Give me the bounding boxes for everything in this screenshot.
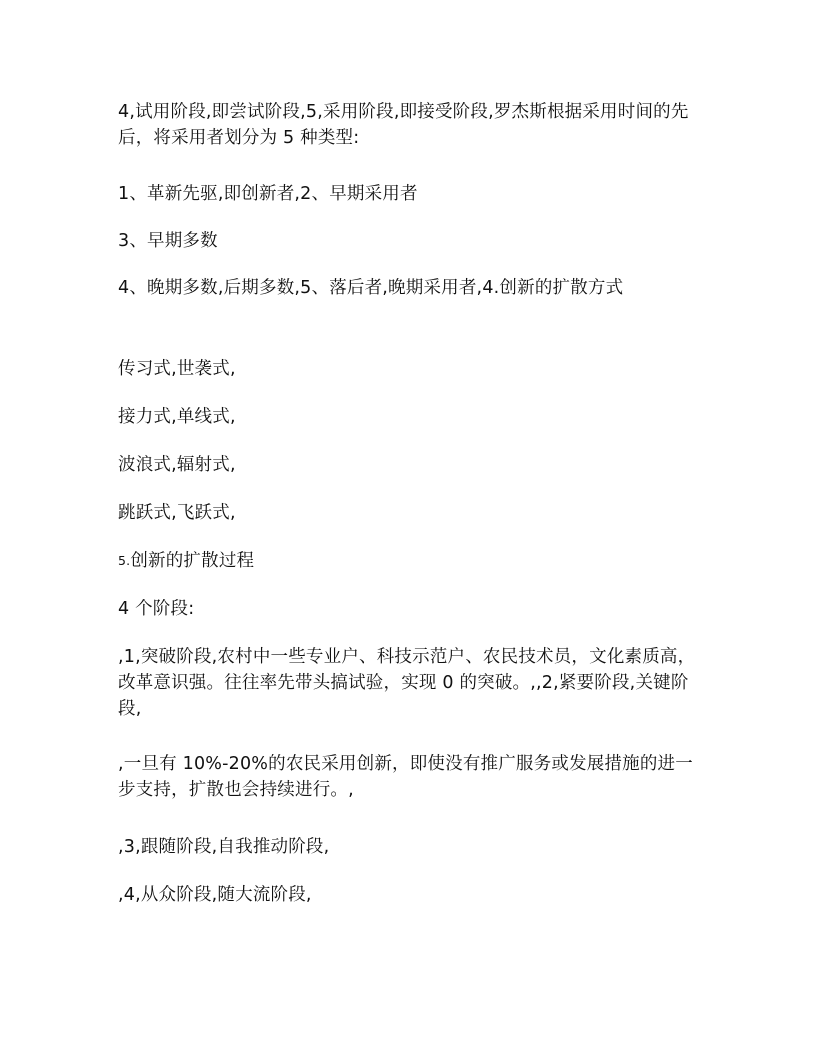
paragraph-text: ,一旦有 10%-20%的农民采用创新，即使没有推广服务或发展措施的进一步支持，扩散也会持续进行。, bbox=[118, 754, 693, 800]
paragraph-text: ,4,从众阶段,随大流阶段, bbox=[118, 885, 312, 905]
paragraph-critical-threshold bbox=[118, 751, 698, 803]
paragraph-text: 4,试用阶段,即尝试阶段,5,采用阶段,即接受阶段,罗杰斯根据采用时间的先后，将采用者划分为 5 种类型: bbox=[118, 102, 689, 148]
paragraph-text: 创新的扩散过程 bbox=[130, 551, 255, 571]
paragraph-text: 3、早期多数 bbox=[118, 231, 218, 251]
paragraph-text: 波浪式,辐射式, bbox=[118, 455, 236, 475]
paragraph-follow-stage bbox=[118, 834, 698, 860]
paragraph-early-majority bbox=[118, 228, 698, 254]
paragraph-text: 4 个阶段: bbox=[118, 599, 195, 619]
paragraph-text: 跳跃式,飞跃式, bbox=[118, 503, 236, 523]
paragraph-relay-mode bbox=[118, 404, 698, 430]
section-heading-diffusion-process bbox=[118, 548, 698, 574]
paragraph-text: 传习式,世袭式, bbox=[118, 359, 236, 379]
paragraph-hereditary-mode bbox=[118, 356, 698, 382]
paragraph-text: 4、晚期多数,后期多数,5、落后者,晚期采用者,4.创新的扩散方式 bbox=[118, 278, 624, 298]
paragraph-text: 1、革新先驱,即创新者,2、早期采用者 bbox=[118, 184, 418, 204]
paragraph-text: ,3,跟随阶段,自我推动阶段, bbox=[118, 837, 330, 857]
paragraph-text: 接力式,单线式, bbox=[118, 407, 236, 427]
paragraph-late-majority bbox=[118, 275, 698, 301]
paragraph-wave-mode bbox=[118, 452, 698, 478]
section-number: 5. bbox=[118, 553, 131, 568]
paragraph-text: ,1,突破阶段,农村中一些专业户、科技示范户、农民技术员，文化素质高，改革意识强。往往率先带头搞试验，实现 0 的突破。,,2,紧要阶段,关键阶段, bbox=[118, 647, 696, 719]
paragraph-breakthrough-stage bbox=[118, 644, 698, 722]
paragraph-leap-mode bbox=[118, 500, 698, 526]
paragraph-innovators bbox=[118, 181, 698, 207]
paragraph-conformity-stage bbox=[118, 882, 698, 908]
paragraph-trial-adoption-stages bbox=[118, 99, 698, 151]
paragraph-four-stages bbox=[118, 596, 698, 622]
